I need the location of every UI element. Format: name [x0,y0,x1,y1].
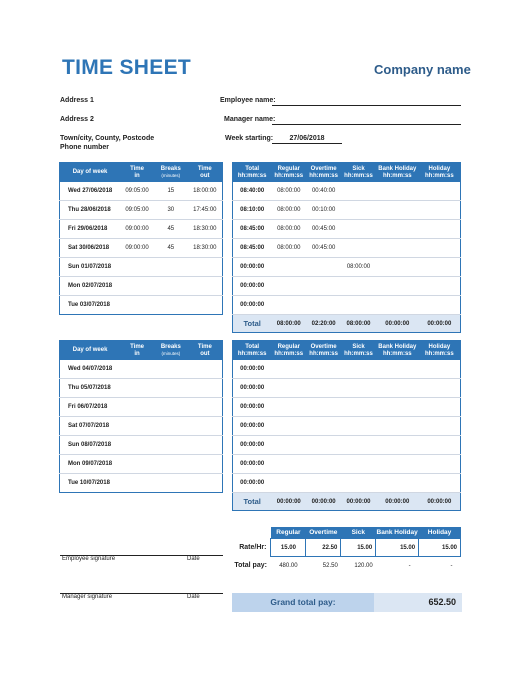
total-header: Total hh:mm:ss [233,163,272,183]
table-row [60,360,223,379]
table-row [233,379,461,398]
holiday-header: Holiday hh:mm:ss [419,163,461,183]
total-cell: 00:00:00 [233,455,272,474]
day-of-week-header: Day of week [60,163,121,183]
time-out-cell[interactable]: 18:00:00 [188,182,223,201]
regular-cell [271,398,306,417]
regular-header: Regular hh:mm:ss [271,163,306,183]
overtime-cell [306,360,341,379]
total-regular: 00:00:00 [271,493,306,511]
pay-sick: 120.00 [354,562,373,569]
pay-holiday: - [450,562,453,569]
holiday-cell[interactable] [419,474,461,493]
breaks-cell[interactable] [154,455,188,474]
breaks-cell[interactable] [154,398,188,417]
regular-cell [271,474,306,493]
page-title: TIME SHEET [62,56,192,79]
rate-bank-holiday[interactable]: 15.00 [376,539,419,557]
sick-header: Sick hh:mm:ss [341,163,376,183]
total-cell: 00:00:00 [233,360,272,379]
bank-holiday-cell[interactable] [376,239,419,258]
week2-hours-table [232,340,461,511]
rate-sick[interactable]: 15.00 [341,539,376,557]
total-bank-holiday: 00:00:00 [376,315,419,333]
holiday-cell[interactable] [419,398,461,417]
rate-sick-header: Sick [341,527,376,539]
bank-holiday-cell[interactable] [376,277,419,296]
sick-cell[interactable] [341,182,376,201]
sick-cell[interactable] [341,379,376,398]
day-cell: Wed 04/07/2018 [60,360,121,379]
pay-bank-holiday: - [408,562,411,569]
time-out-cell[interactable] [188,258,223,277]
total-label: Total [233,315,272,333]
total-sick: 00:00:00 [341,493,376,511]
table-row [233,239,461,258]
table-row [233,277,461,296]
overtime-cell [306,277,341,296]
regular-cell [271,277,306,296]
rate-holiday[interactable]: 15.00 [419,539,461,557]
sick-cell[interactable] [341,417,376,436]
time-in-cell[interactable] [120,258,154,277]
regular-cell: 08:00:00 [271,182,306,201]
rate-overtime[interactable]: 22.50 [306,539,341,557]
sick-cell[interactable] [341,436,376,455]
breaks-cell[interactable] [154,417,188,436]
address-2[interactable]: Address 2 [60,116,94,123]
pay-regular: 480.00 [279,562,298,569]
table-row [60,296,223,315]
time-out-cell[interactable]: 17:45:00 [188,201,223,220]
time-out-cell[interactable] [188,398,223,417]
sick-cell[interactable] [341,360,376,379]
table-row [60,258,223,277]
week1-hours-table [232,162,461,333]
time-out-cell[interactable] [188,455,223,474]
breaks-cell[interactable] [154,360,188,379]
holiday-cell[interactable] [419,182,461,201]
overtime-cell: 00:45:00 [306,220,341,239]
regular-cell: 08:00:00 [271,201,306,220]
day-cell: Sun 08/07/2018 [60,436,121,455]
time-in-cell[interactable]: 09:05:00 [120,201,154,220]
bank-holiday-cell[interactable] [376,182,419,201]
day-cell: Mon 02/07/2018 [60,277,121,296]
total-cell: 00:00:00 [233,436,272,455]
rate-bank-holiday-header: Bank Holiday [376,527,419,539]
day-cell: Wed 27/06/2018 [60,182,121,201]
rate-overtime-header: Overtime [306,527,341,539]
total-cell: 00:00:00 [233,417,272,436]
overtime-cell [306,379,341,398]
table-row [233,474,461,493]
time-in-cell[interactable]: 09:00:00 [120,220,154,239]
bank-holiday-cell[interactable] [376,417,419,436]
overtime-cell: 00:10:00 [306,201,341,220]
holiday-cell[interactable] [419,379,461,398]
time-in-cell[interactable] [120,474,154,493]
time-in-header: Time in [120,163,154,183]
holiday-cell[interactable] [419,201,461,220]
table-row [233,436,461,455]
regular-cell [271,258,306,277]
rate-holiday-header: Holiday [419,527,461,539]
regular-cell [271,436,306,455]
table-row [60,436,223,455]
breaks-cell[interactable]: 30 [154,201,188,220]
table-row [60,417,223,436]
total-cell: 00:00:00 [233,258,272,277]
table-row [233,417,461,436]
sick-cell[interactable] [341,455,376,474]
holiday-cell[interactable] [419,239,461,258]
holiday-cell[interactable] [419,258,461,277]
time-out-cell[interactable] [188,360,223,379]
total-label: Total [233,493,272,511]
overtime-cell [306,436,341,455]
sick-cell[interactable] [341,398,376,417]
week-starting-label: Week starting: [225,135,274,142]
total-cell: 00:00:00 [233,277,272,296]
breaks-cell[interactable] [154,277,188,296]
holiday-cell[interactable] [419,417,461,436]
bank-holiday-cell[interactable] [376,201,419,220]
table-row [60,277,223,296]
total-holiday: 00:00:00 [419,315,461,333]
week-starting-field[interactable]: 27/06/2018 [272,135,342,144]
holiday-cell[interactable] [419,220,461,239]
total-bank-holiday: 00:00:00 [376,493,419,511]
time-out-cell[interactable]: 18:30:00 [188,220,223,239]
bank-holiday-cell[interactable] [376,436,419,455]
total-cell: 00:00:00 [233,398,272,417]
employee-name-label: Employee name: [220,97,276,104]
total-cell: 00:00:00 [233,379,272,398]
overtime-cell [306,417,341,436]
total-overtime: 00:00:00 [306,493,341,511]
time-in-header: Time in [120,341,154,361]
sick-cell[interactable] [341,220,376,239]
sick-cell[interactable] [341,474,376,493]
total-sick: 08:00:00 [341,315,376,333]
regular-cell [271,379,306,398]
day-cell: Fri 29/06/2018 [60,220,121,239]
overtime-cell [306,474,341,493]
regular-cell [271,417,306,436]
regular-cell: 08:00:00 [271,239,306,258]
holiday-cell[interactable] [419,360,461,379]
overtime-cell [306,296,341,315]
pay-overtime: 52.50 [322,562,338,569]
total-cell: 00:00:00 [233,474,272,493]
table-row [60,239,223,258]
time-in-cell[interactable] [120,360,154,379]
regular-cell [271,455,306,474]
bank-holiday-cell[interactable] [376,398,419,417]
bank-holiday-header: Bank Holiday hh:mm:ss [376,163,419,183]
time-out-header: Time out [188,163,223,183]
bank-holiday-cell[interactable] [376,379,419,398]
week2-time-table [59,340,223,493]
totals-row [233,493,461,511]
total-pay-label: Total pay: [234,561,267,569]
time-out-cell[interactable] [188,474,223,493]
week1-time-table [59,162,223,315]
regular-cell: 08:00:00 [271,220,306,239]
bank-holiday-cell[interactable] [376,296,419,315]
breaks-cell[interactable]: 15 [154,182,188,201]
total-holiday: 00:00:00 [419,493,461,511]
overtime-cell [306,398,341,417]
breaks-cell[interactable] [154,436,188,455]
time-out-header: Time out [188,341,223,361]
bank-holiday-header: Bank Holiday hh:mm:ss [376,341,419,361]
address-1[interactable]: Address 1 [60,97,94,104]
employee-date-label: Date [187,556,200,562]
bank-holiday-cell[interactable] [376,258,419,277]
day-cell: Thu 28/06/2018 [60,201,121,220]
bank-holiday-cell[interactable] [376,455,419,474]
time-out-cell[interactable] [188,379,223,398]
holiday-cell[interactable] [419,436,461,455]
table-row [60,455,223,474]
totals-row [233,315,461,333]
total-cell: 08:10:00 [233,201,272,220]
breaks-cell[interactable]: 45 [154,220,188,239]
time-out-cell[interactable] [188,296,223,315]
rate-regular[interactable]: 15.00 [271,539,306,557]
bank-holiday-cell[interactable] [376,220,419,239]
overtime-header: Overtime hh:mm:ss [306,341,341,361]
manager-name-label: Manager name: [224,116,276,123]
total-header: Total hh:mm:ss [233,341,272,361]
table-row [60,220,223,239]
total-cell: 08:45:00 [233,239,272,258]
day-cell: Sat 30/06/2018 [60,239,121,258]
regular-cell [271,296,306,315]
breaks-cell[interactable] [154,474,188,493]
sick-cell[interactable]: 08:00:00 [341,258,376,277]
overtime-cell: 00:40:00 [306,182,341,201]
breaks-header: Breaks (minutes) [154,341,188,361]
day-cell: Mon 09/07/2018 [60,455,121,474]
time-out-cell[interactable] [188,436,223,455]
sick-cell[interactable] [341,277,376,296]
day-cell: Tue 10/07/2018 [68,480,110,486]
grand-total-label: Grand total pay: [232,593,374,612]
table-row [60,398,223,417]
holiday-cell[interactable] [419,455,461,474]
bank-holiday-cell[interactable] [376,360,419,379]
table-row [60,474,223,493]
breaks-cell[interactable] [154,379,188,398]
total-regular: 08:00:00 [271,315,306,333]
day-cell: Tue 03/07/2018 [68,302,110,308]
total-overtime: 02:20:00 [306,315,341,333]
breaks-cell[interactable] [154,296,188,315]
rates-corner [232,527,271,539]
pay-row [232,557,461,575]
table-row [233,258,461,277]
overtime-cell [306,258,341,277]
time-out-cell[interactable] [188,417,223,436]
day-cell: Thu 05/07/2018 [60,379,121,398]
total-cell: 08:45:00 [233,220,272,239]
company-name[interactable]: Company name [374,62,471,77]
time-in-cell[interactable]: 09:00:00 [120,239,154,258]
employee-signature-label: Employee signature [62,556,116,562]
table-row [60,182,223,201]
bank-holiday-cell[interactable] [376,474,419,493]
table-row [233,201,461,220]
employee-name-field[interactable] [272,97,461,106]
sick-cell[interactable] [341,239,376,258]
time-out-cell[interactable] [188,277,223,296]
regular-cell [271,360,306,379]
manager-name-field[interactable] [272,116,461,125]
total-cell: 00:00:00 [233,296,272,315]
table-row [233,220,461,239]
phone-number[interactable]: Phone number [60,144,110,151]
time-in-cell[interactable] [120,296,154,315]
manager-date-label: Date [187,594,200,600]
table-row [60,379,223,398]
town-county-postcode[interactable]: Town/city, County, Postcode [60,135,155,142]
pay-rates-table [232,527,461,574]
rate-regular-header: Regular [271,527,306,539]
time-in-cell[interactable] [120,417,154,436]
time-in-cell[interactable] [120,277,154,296]
overtime-header: Overtime hh:mm:ss [306,163,341,183]
regular-header: Regular hh:mm:ss [271,341,306,361]
overtime-cell: 00:45:00 [306,239,341,258]
time-in-cell[interactable] [120,455,154,474]
manager-signature-label: Manager signature [62,594,113,600]
breaks-cell[interactable] [154,258,188,277]
table-row [60,201,223,220]
holiday-header: Holiday hh:mm:ss [419,341,461,361]
time-in-cell[interactable] [120,379,154,398]
grand-total-value: 652.50 [374,593,462,612]
overtime-cell [306,455,341,474]
sick-cell[interactable] [341,296,376,315]
table-row [233,296,461,315]
sick-header: Sick hh:mm:ss [341,341,376,361]
time-in-cell[interactable]: 09:05:00 [120,182,154,201]
time-in-cell[interactable] [120,436,154,455]
day-cell: Sat 07/07/2018 [60,417,121,436]
rate-row [232,539,461,557]
time-in-cell[interactable] [120,398,154,417]
day-cell: Fri 06/07/2018 [60,398,121,417]
table-row [233,360,461,379]
day-cell: Sun 01/07/2018 [60,258,121,277]
sick-cell[interactable] [341,201,376,220]
breaks-cell[interactable]: 45 [154,239,188,258]
table-row [233,455,461,474]
day-of-week-header: Day of week [60,341,121,361]
holiday-cell[interactable] [419,277,461,296]
time-out-cell[interactable]: 18:30:00 [188,239,223,258]
total-cell: 08:40:00 [233,182,272,201]
holiday-cell[interactable] [419,296,461,315]
breaks-header: Breaks (minutes) [154,163,188,183]
table-row [233,398,461,417]
table-row [233,182,461,201]
rate-label: Rate/Hr: [239,544,267,551]
